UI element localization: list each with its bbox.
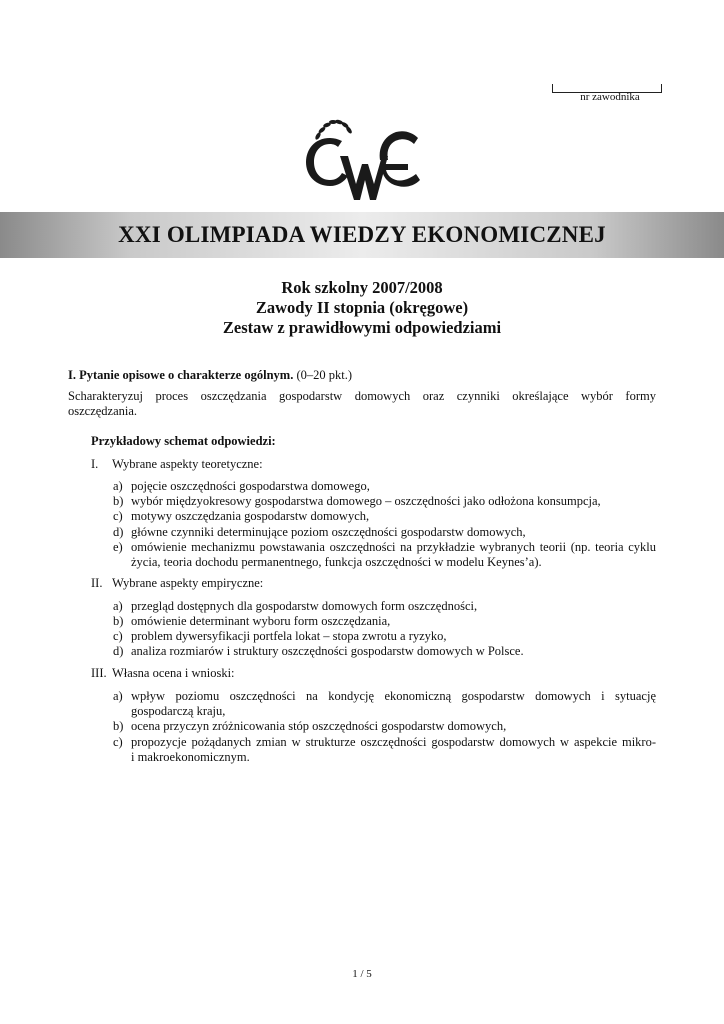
list-item-continuation: gospodarczą kraju, xyxy=(131,704,226,718)
list-item-letter: a) xyxy=(113,599,123,613)
list-item: omówienie determinant wyboru form oszczędzania, xyxy=(131,614,391,628)
list-item: problem dywersyfikacji portfela lokat – stopa zwrotu a ryzyko, xyxy=(131,629,447,643)
section-title: Własna ocena i wnioski: xyxy=(112,666,235,680)
section-numeral: III. xyxy=(91,666,107,680)
page-number: 1 / 5 xyxy=(352,968,372,980)
list-item: motywy oszczędzania gospodarstw domowych, xyxy=(131,509,370,523)
section-numeral: II. xyxy=(91,576,103,590)
list-item: wpływ poziomu oszczędności na kondycję ekonomiczną gospodarstw domowych i sytuację xyxy=(131,689,656,703)
answer-set-title: Zestaw z prawidłowymi odpowiedziami xyxy=(222,318,502,337)
list-item-letter: b) xyxy=(113,614,124,628)
list-item: pojęcie oszczędności gospodarstwa domowego, xyxy=(131,479,370,493)
question-heading-text: I. Pytanie opisowe o charakterze ogólnym. xyxy=(68,368,294,382)
question-points: (0–20 pkt.) xyxy=(296,368,353,382)
list-item-letter: b) xyxy=(113,494,124,508)
question-text-line-2: oszczędzania. xyxy=(68,404,138,418)
list-item-letter: d) xyxy=(113,525,124,539)
list-item: główne czynniki determinujące poziom oszczędności gospodarstw domowych, xyxy=(131,525,526,539)
list-item-letter: a) xyxy=(113,479,123,493)
list-item-letter: a) xyxy=(113,689,123,703)
list-item: ocena przyczyn zróżnicowania stóp oszczędności gospodarstw domowych, xyxy=(131,719,507,733)
section-title: Wybrane aspekty empiryczne: xyxy=(112,576,264,590)
list-item-letter: c) xyxy=(113,629,123,643)
list-item: omówienie mechanizmu powstawania oszczędności na przykładzie wybranych teorii (np. teoria cyklu xyxy=(131,540,656,554)
section-title: Wybrane aspekty teoretyczne: xyxy=(112,457,263,471)
competition-stage: Zawody II stopnia (okręgowe) xyxy=(255,298,469,317)
list-item-continuation: i makroekonomicznym. xyxy=(131,750,250,764)
list-item: przegląd dostępnych dla gospodarstw domowych form oszczędności, xyxy=(131,599,478,613)
list-item: wybór międzyokresowy gospodarstwa domowego – oszczędności jako odłożona konsumpcja, xyxy=(131,494,601,508)
list-item-letter: c) xyxy=(113,509,123,523)
section-numeral: I. xyxy=(91,457,99,471)
page-title: XXI OLIMPIADA WIEDZY EKONOMICZNEJ xyxy=(118,222,606,247)
scheme-heading: Przykładowy schemat odpowiedzi: xyxy=(91,434,276,448)
question-text-line-1: Scharakteryzuj proces oszczędzania gospodarstw domowych oraz czynniki określające wybór formy xyxy=(68,389,656,403)
list-item-letter: c) xyxy=(113,735,123,749)
list-item: propozycje pożądanych zmian w strukturze oszczędności gospodarstw domowych w aspekcie mikro- xyxy=(131,735,656,749)
laurel-wreath-icon xyxy=(314,119,353,140)
list-item: analiza rozmiarów i struktury oszczędności gospodarstw domowych w Polsce. xyxy=(131,644,524,658)
list-item-letter: d) xyxy=(113,644,124,658)
contestant-number-label: nr zawodnika xyxy=(580,91,640,103)
list-item-continuation: życia, teoria dochodu permanentnego, funkcja oszczędności w modelu Keynes’a). xyxy=(131,555,542,569)
school-year: Rok szkolny 2007/2008 xyxy=(281,278,443,297)
list-item-letter: b) xyxy=(113,719,124,733)
list-item-letter: e) xyxy=(113,540,123,554)
owe-logo xyxy=(300,116,424,208)
question-heading xyxy=(68,368,658,384)
